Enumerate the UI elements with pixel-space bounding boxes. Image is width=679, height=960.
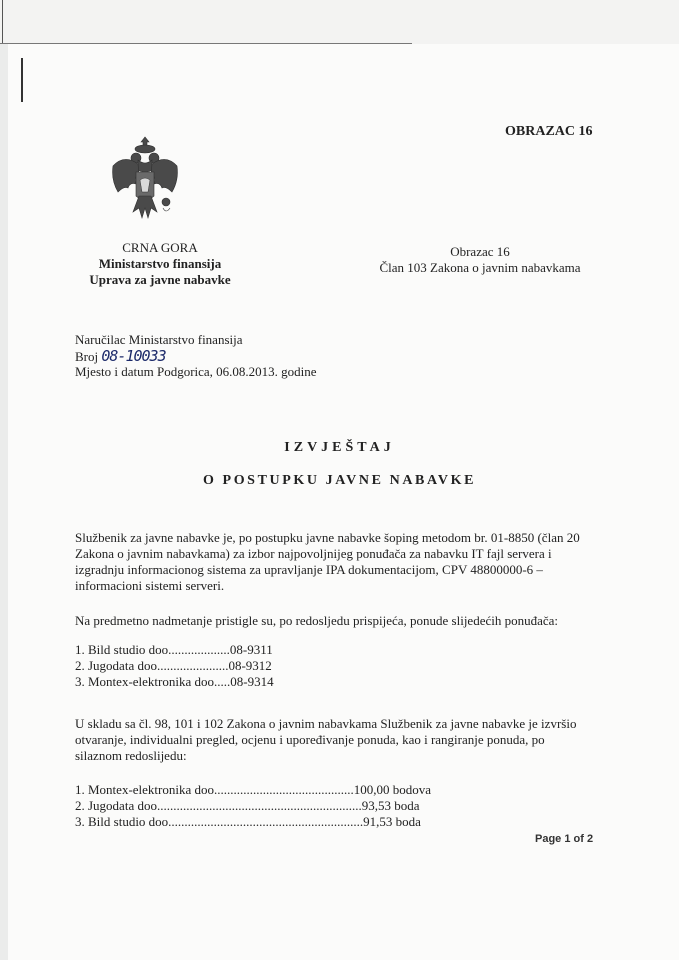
law-article: Član 103 Zakona o javnim nabavkama <box>379 260 581 275</box>
form-code: OBRAZAC 16 <box>505 124 593 139</box>
org-office: Uprava za javne nabavke <box>89 272 231 287</box>
list-item: 3. Montex-elektronika doo.....08-9314 <box>75 674 274 689</box>
intro-line: izgradnju informacionog sistema za upravljanje IPA dokumentacijom, CPV 48800000-6 – <box>75 562 543 577</box>
evaluation-paragraph <box>75 716 576 764</box>
page-number: Page 1 of 2 <box>535 833 594 845</box>
org-ministry: Ministarstvo finansija <box>98 256 222 271</box>
report-subtitle: O POSTUPKU JAVNE NABAVKE <box>202 473 477 488</box>
list-item: 3. Bild studio doo............................................................91,53 boda <box>75 814 421 829</box>
ranking-list <box>75 782 431 830</box>
intro-line: Zakona o javnim nabavkama) za izbor najpovoljnijeg ponuđača za nabavku IT fajl servera i <box>75 546 552 561</box>
offers-list <box>75 642 274 690</box>
form-reference: Obrazac 16 <box>450 244 510 259</box>
handwritten-number: 08-10033 <box>101 347 166 365</box>
report-title: IZVJEŠTAJ <box>284 440 395 455</box>
form-reference-block <box>360 244 600 276</box>
list-item: 2. Jugodata doo......................08-9312 <box>75 658 272 673</box>
intro-line: Službenik za javne nabavke je, po postupku javne nabavke šoping metodom br. 01-8850 (član 20 <box>75 530 580 545</box>
number-label: Broj <box>75 349 99 364</box>
evaluation-line: silaznom redoslijedu: <box>75 748 187 763</box>
evaluation-line: otvaranje, individualni pregled, ocjenu i upoređivanje ponuda, kao i rangiranje ponuda, po <box>75 732 545 747</box>
org-country: CRNA GORA <box>122 240 198 255</box>
scan-edge-vertical <box>2 0 3 44</box>
evaluation-line: U skladu sa čl. 98, 101 i 102 Zakona o javnim nabavkama Službenik za javne nabavke je izvršio <box>75 716 577 731</box>
organization-block <box>75 240 245 288</box>
coat-of-arms-icon <box>108 136 182 226</box>
binder-mark <box>21 58 23 102</box>
place-date-line: Mjesto i datum Podgorica, 06.08.2013. godine <box>75 364 317 379</box>
number-line <box>75 347 166 365</box>
offers-intro: Na predmetno nadmetanje pristigle su, po redosljedu prispijeća, ponude slijedećih ponuđača: <box>75 613 559 628</box>
list-item: 1. Bild studio doo...................08-9311 <box>75 642 273 657</box>
list-item: 2. Jugodata doo...............................................................93,53 boda <box>75 798 420 813</box>
client-line: Naručilac Ministarstvo finansija <box>75 332 243 347</box>
list-item: 1. Montex-elektronika doo...........................................100,00 bodova <box>75 782 432 797</box>
scan-top-strip <box>0 0 679 44</box>
intro-paragraph <box>75 530 580 594</box>
intro-line: informacioni sistemi serveri. <box>75 578 225 593</box>
